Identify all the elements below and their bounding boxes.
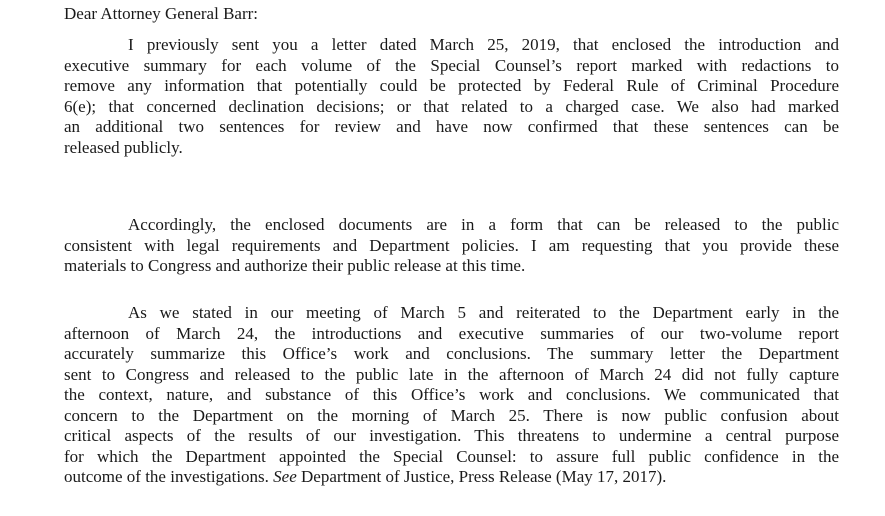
paragraph-3 (64, 303, 839, 488)
paragraph-final-line (64, 467, 839, 488)
paragraph-line: for which the Department appointed the Special Counsel: to assure full public confidence in the (64, 446, 839, 466)
paragraph-line: released publicly. (64, 137, 183, 157)
paragraph-line: the context, nature, and substance of this Office’s work and conclusions. We communicated that (64, 385, 839, 404)
salutation: Dear Attorney General Barr: (64, 4, 258, 23)
paragraph-line: executive summary for each volume of the Special Counsel’s report marked with redactions to (64, 55, 839, 75)
paragraph-line: materials to Congress and authorize their public release at this time. (64, 256, 526, 275)
paragraph-line: concern to the Department on the morning of March 25. There is now public confusion about (64, 405, 839, 425)
paragraph-line: Accordingly, the enclosed documents are in a form that can be released to the public (128, 215, 839, 234)
paragraph-1 (64, 35, 839, 158)
paragraph-line: critical aspects of the results of our investigation. This threatens to undermine a central purpose (64, 426, 839, 445)
paragraph-line: consistent with legal requirements and Department policies. I am requesting that you provide these (64, 235, 839, 255)
citation-signal: See (273, 467, 297, 486)
paragraph-line: remove any information that potentially could be protected by Federal Rule of Criminal Procedure (64, 76, 839, 95)
citation-text: Department of Justice, Press Release (May 17, 2017). (296, 467, 667, 486)
paragraph-line: afternoon of March 24, the introductions and executive summaries of our two-volume report (64, 323, 839, 343)
paragraph-line: As we stated in our meeting of March 5 and reiterated to the Department early in the (128, 303, 839, 322)
paragraph-line: an additional two sentences for review and have now confirmed that these sentences can be (64, 117, 839, 136)
paragraph-line: 6(e); that concerned declination decisions; or that related to a charged case. We also had marked (64, 96, 839, 116)
paragraph-2 (64, 215, 839, 277)
final-line-text: outcome of the investigations. (64, 467, 274, 486)
paragraph-line: I previously sent you a letter dated March 25, 2019, that enclosed the introduction and (128, 35, 839, 54)
paragraph-line: sent to Congress and released to the public late in the afternoon of March 24 did not fully capture (64, 364, 839, 384)
paragraph-line: accurately summarize this Office’s work and conclusions. The summary letter the Department (64, 344, 839, 363)
